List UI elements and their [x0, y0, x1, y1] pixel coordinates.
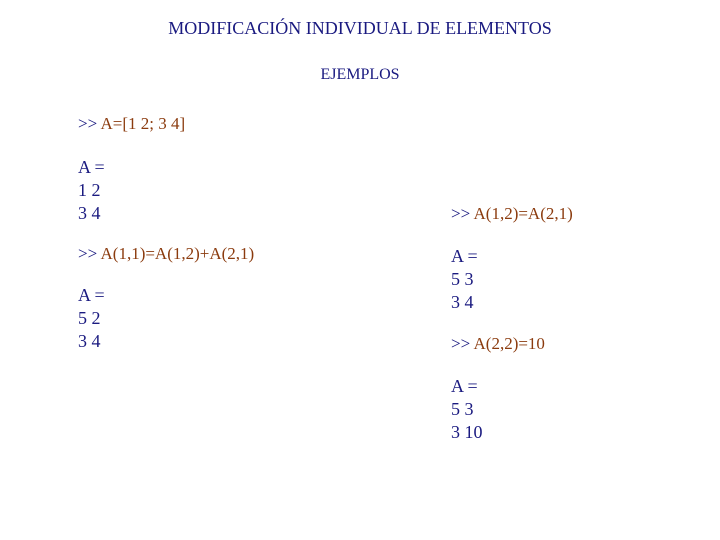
- result-line: 5 3: [451, 399, 474, 419]
- result-block-1: [78, 156, 105, 225]
- result-line: 3 4: [451, 292, 474, 312]
- page-subtitle: EJEMPLOS: [320, 66, 400, 83]
- command-line-2: [78, 244, 254, 264]
- prompt-symbol: >>: [451, 204, 471, 223]
- result-line: A =: [451, 246, 478, 266]
- result-line: 3 10: [451, 422, 483, 442]
- prompt-symbol: >>: [451, 334, 471, 353]
- prompt-symbol: >>: [78, 114, 98, 133]
- result-block-4: [451, 375, 483, 444]
- result-line: 1 2: [78, 180, 101, 200]
- command-text: A(2,2)=10: [473, 334, 545, 353]
- command-line-4: [451, 334, 545, 354]
- result-line: A =: [78, 157, 105, 177]
- result-block-3: [451, 245, 478, 314]
- command-line-1: [78, 114, 185, 134]
- prompt-symbol: >>: [78, 244, 98, 263]
- command-text: A=[1 2; 3 4]: [100, 114, 186, 133]
- command-line-3: [451, 204, 573, 224]
- result-line: A =: [78, 285, 105, 305]
- command-text: A(1,1)=A(1,2)+A(2,1): [100, 244, 255, 263]
- result-line: 5 3: [451, 269, 474, 289]
- result-line: 3 4: [78, 203, 101, 223]
- result-line: 3 4: [78, 331, 101, 351]
- result-line: 5 2: [78, 308, 101, 328]
- page-title: MODIFICACIÓN INDIVIDUAL DE ELEMENTOS: [168, 18, 552, 38]
- result-line: A =: [451, 376, 478, 396]
- result-block-2: [78, 284, 105, 353]
- command-text: A(1,2)=A(2,1): [473, 204, 573, 223]
